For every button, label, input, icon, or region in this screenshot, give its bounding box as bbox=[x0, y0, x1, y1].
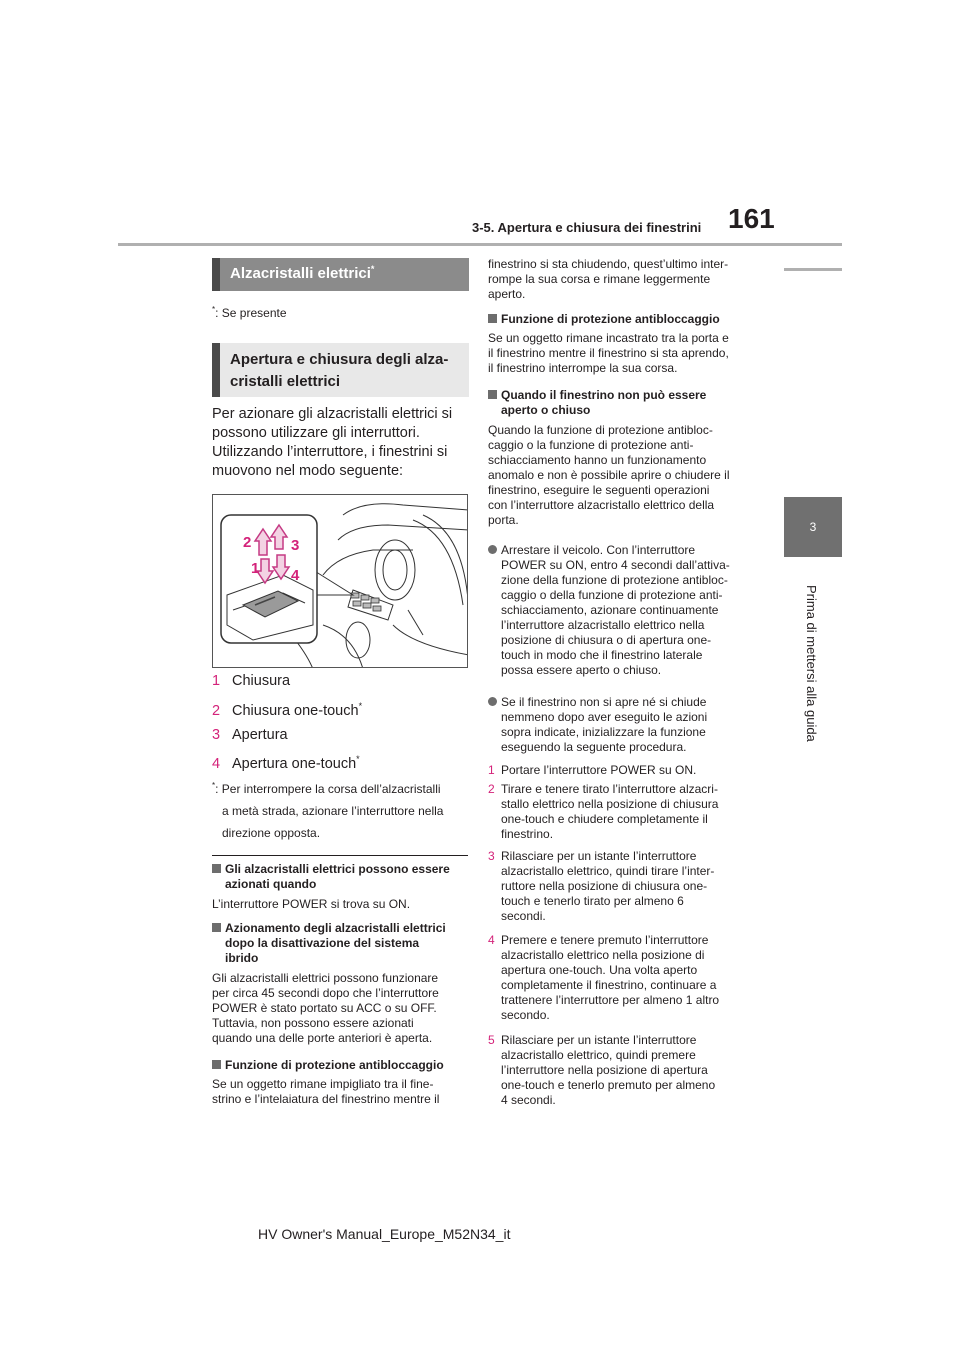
subheading-after-hybrid-off: Azionamento degli alzacristalli elettrici dopo la disattivazione del sistema ibrido bbox=[212, 921, 474, 966]
round-bullet-icon bbox=[488, 697, 497, 706]
round-bullet-icon bbox=[488, 545, 497, 554]
chapter-title: Prima di mettersi alla guida bbox=[804, 585, 819, 742]
step-2: 2 Tirare e tenere tirato l’interruttore alzacri- stallo elettrico nella posizione di chiusura one-touch e chiudere completamente il finestrino. bbox=[488, 782, 719, 841]
subheading-anti-pinch-closing: Funzione di protezione antibloccaggio bbox=[212, 1058, 474, 1073]
bullet-initialize: Se il finestrino non si apre né si chiude nemmeno dopo aver eseguito le azioni sopra indicate, inizializzare la funzione eseguendo la seguente procedura. bbox=[488, 695, 760, 755]
intro-paragraph: Per azionare gli alzacristalli elettrici si possono utilizzare gli interruttori. Utilizzando l’interruttore, i finestrini si muovono nel modo seguente: bbox=[212, 406, 453, 479]
step-4: 4 Premere e tenere premuto l’interruttore alzacristallo elettrico nella posizione di apertura one-touch. Una volta aperto completamente il finestrino, continuare a trattenere l’interruttore per almeno 1 altro secondo. bbox=[488, 933, 720, 1022]
paragraph-cannot-open-close: Quando la funzione di protezione antibloc- caggio o la funzione di protezione anti- schiacciamento hanno un funzionamento anomalo e non è possibile aprire o chiudere il finestrino, eseguire le seguenti operazioni con l’interruttore alzacristallo elettrico della porta. bbox=[488, 423, 730, 527]
step-1: 1 Portare l’interruttore POWER su ON. bbox=[488, 763, 697, 777]
section-title: 3-5. Apertura e chiusura dei finestrini bbox=[472, 220, 702, 235]
legend-item-2: 2 Chiusura one-touch* bbox=[212, 701, 363, 719]
square-bullet-icon bbox=[212, 864, 221, 873]
square-bullet-icon bbox=[488, 390, 497, 399]
side-rule bbox=[784, 268, 842, 271]
subheading-anti-catch-opening: Funzione di protezione antibloccaggio bbox=[488, 312, 760, 327]
square-bullet-icon bbox=[212, 923, 221, 932]
square-bullet-icon bbox=[488, 314, 497, 323]
figure-label-3: 3 bbox=[291, 537, 300, 554]
footer-manual-id: HV Owner's Manual_Europe_M52N34_it bbox=[258, 1226, 511, 1242]
section-divider bbox=[212, 855, 468, 856]
figure-label-1: 1 bbox=[251, 560, 260, 577]
figure-label-2: 2 bbox=[243, 534, 252, 551]
paragraph-operable-when: L’interruttore POWER si trova su ON. bbox=[212, 897, 411, 911]
page-number: 161 bbox=[728, 203, 775, 234]
legend-item-4: 4 Apertura one-touch* bbox=[212, 754, 360, 772]
figure-label-4: 4 bbox=[291, 567, 300, 584]
paragraph-anti-catch-opening: Se un oggetto rimane incastrato tra la porta e il finestrino mentre il finestrino si sta aprendo, il finestrino interrompe la sua corsa. bbox=[488, 331, 729, 375]
dashboard-drawing bbox=[213, 495, 468, 668]
chapter-tab: 3 bbox=[784, 497, 842, 557]
header-rule bbox=[118, 243, 842, 246]
paragraph-anti-pinch-continued: finestrino si sta chiudendo, quest’ultimo inter- rompe la sua corsa e rimane leggermente aperto. bbox=[488, 257, 729, 301]
paragraph-after-hybrid-off: Gli alzacristalli elettrici possono funzionare per circa 45 secondi dopo che l’interruttore POWER è stato portato su ACC o su OFF. Tuttavia, non possono essere azionati quando una delle porte anteriori è aperta. bbox=[212, 971, 439, 1045]
heading-alzacristalli: Alzacristalli elettrici* bbox=[212, 258, 469, 291]
bullet-stop-vehicle: Arrestare il veicolo. Con l’interruttore POWER su ON, entro 4 secondi dall’attiva- zione della funzione di protezione antibloc- caggio o della funzione di protezione anti- schiacciamento, azionare continuamente l’interruttore alzacristallo elettrico nella posizione di chiusura o di apertura one- touch in modo che il finestrino laterale possa essere aperto o chiuso. bbox=[488, 543, 760, 678]
availability-note: *: Se presente bbox=[212, 305, 287, 320]
legend-item-1: 1 Chiusura bbox=[212, 673, 291, 689]
square-bullet-icon bbox=[212, 1060, 221, 1069]
step-3: 3 Rilasciare per un istante l’interruttore alzacristallo elettrico, quindi tirare l’inter- ruttore nella posizione di chiusura one- touch e tenerlo tirato per almeno 6 secondi. bbox=[488, 849, 715, 923]
legend-item-3: 3 Apertura bbox=[212, 727, 288, 743]
subheading-cannot-open-close: Quando il finestrino non può essere aperto o chiuso bbox=[488, 388, 760, 418]
step-5: 5 Rilasciare per un istante l’interruttore alzacristallo elettrico, quindi premere l’interruttore nella posizione di apertura one-touch e tenerlo premuto per almeno 4 secondi. bbox=[488, 1033, 716, 1107]
heading-apertura-chiusura: Apertura e chiusura degli alza- cristalli elettrici bbox=[212, 343, 469, 397]
legend-footnote: *: Per interrompere la corsa dell’alzacristalli a metà strada, azionare l’interruttore nella direzione opposta. bbox=[212, 781, 444, 840]
subheading-operable-when: Gli alzacristalli elettrici possono essere azionati quando bbox=[212, 862, 474, 892]
window-switch-illustration bbox=[212, 494, 468, 668]
paragraph-anti-pinch-closing: Se un oggetto rimane impigliato tra il fine- strino e l’intelaiatura del finestrino mentre il bbox=[212, 1077, 440, 1106]
